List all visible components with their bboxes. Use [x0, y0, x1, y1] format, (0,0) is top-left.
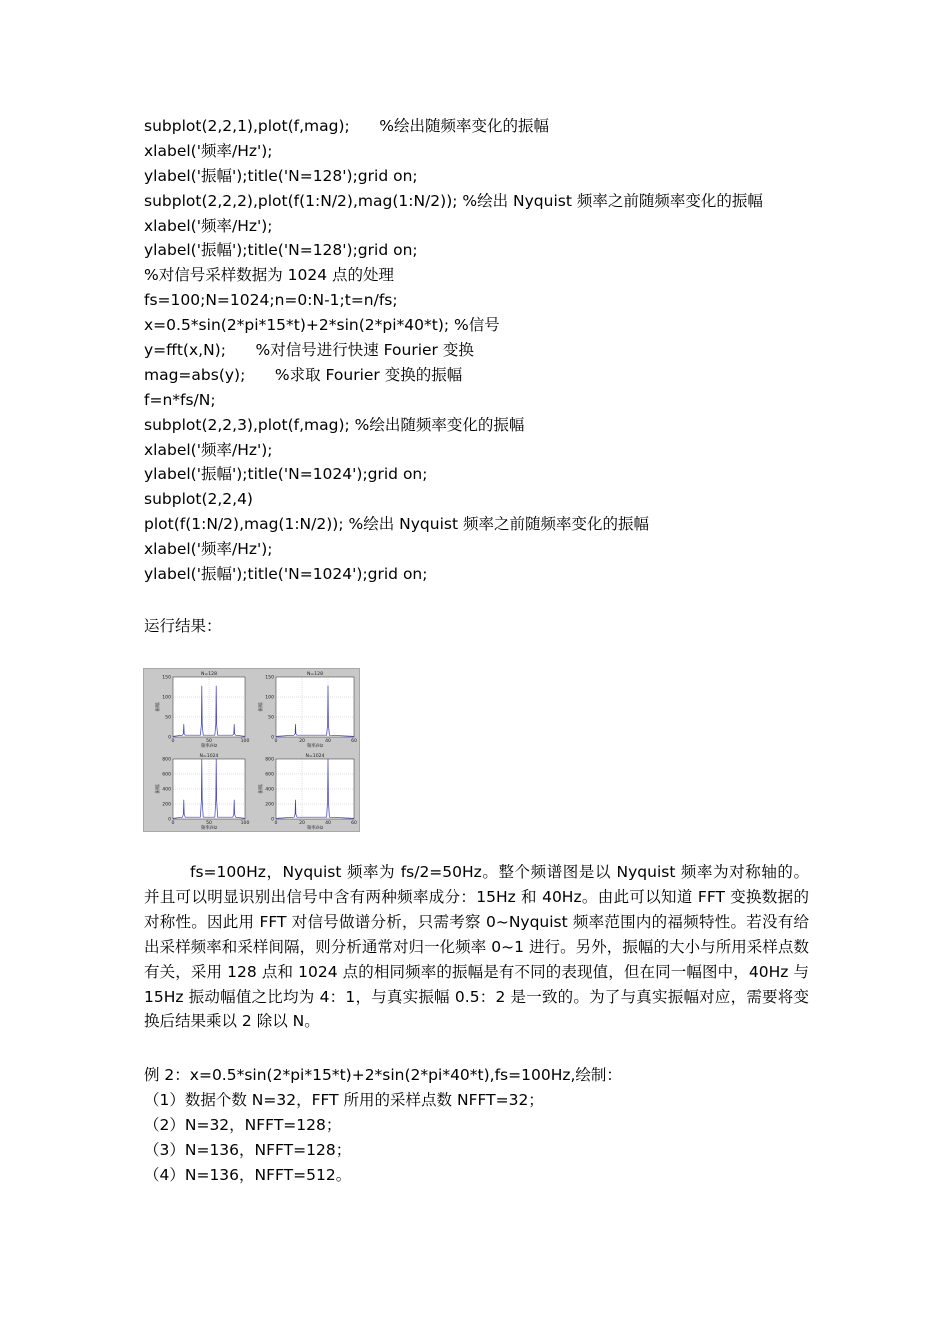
code-block	[144, 114, 824, 587]
example-2	[144, 1063, 824, 1187]
code-line: ylabel('振幅');title('N=128');grid on;	[144, 241, 418, 260]
x-tick-label: 100	[240, 739, 250, 744]
x-tick-label: 40	[325, 821, 331, 826]
code-line: %对信号采样数据为 1024 点的处理	[144, 266, 395, 285]
y-tick-label: 0	[168, 735, 171, 741]
y-tick-label: 200	[265, 802, 274, 808]
example-item: （4）N=136，NFFT=512。	[144, 1165, 352, 1184]
code-line: subplot(2,2,4)	[144, 490, 253, 509]
x-tick-label: 60	[351, 821, 357, 826]
y-tick-label: 0	[271, 735, 274, 741]
code-line: plot(f(1:N/2),mag(1:N/2)); %绘出 Nyquist 频率之前随频率变化的振幅	[144, 515, 649, 534]
y-tick-label: 600	[162, 772, 171, 778]
example-item: （3）N=136，NFFT=128；	[144, 1140, 352, 1159]
x-axis-label: 频率/Hz	[306, 826, 324, 831]
y-tick-label: 50	[268, 715, 274, 721]
code-line: ylabel('振幅');title('N=1024');grid on;	[144, 465, 428, 484]
y-tick-label: 800	[265, 757, 274, 763]
y-tick-label: 0	[271, 817, 274, 823]
x-tick-label: 20	[299, 821, 305, 826]
x-axis-label: 频率/Hz	[200, 744, 218, 749]
x-tick-label: 0	[171, 739, 175, 744]
subplot-title: N=128	[200, 672, 218, 677]
subplot-title: N=1024	[199, 754, 219, 759]
y-axis-label: 振幅	[259, 784, 264, 794]
y-tick-label: 150	[265, 675, 274, 681]
code-line: subplot(2,2,1),plot(f,mag); %绘出随频率变化的振幅	[144, 117, 550, 135]
x-tick-label: 100	[240, 821, 250, 826]
x-tick-label: 50	[206, 821, 212, 826]
x-tick-label: 40	[325, 739, 331, 744]
subplot-3	[173, 759, 245, 819]
code-line: mag=abs(y); %求取 Fourier 变换的振幅	[144, 365, 463, 384]
y-axis-label: 振幅	[259, 702, 264, 712]
y-tick-label: 400	[162, 787, 171, 793]
example-item: （2）N=32，NFFT=128；	[144, 1115, 342, 1134]
y-tick-label: 100	[265, 695, 274, 701]
figure-canvas	[144, 669, 359, 831]
subplot-1	[173, 677, 245, 737]
code-line: xlabel('频率/Hz');	[144, 540, 273, 559]
code-line: ylabel('振幅');title('N=1024');grid on;	[144, 565, 428, 584]
y-tick-label: 50	[165, 715, 171, 721]
code-line: x=0.5*sin(2*pi*15*t)+2*sin(2*pi*40*t); %信号	[144, 316, 500, 335]
y-tick-label: 100	[162, 695, 171, 701]
x-tick-label: 0	[171, 821, 175, 826]
x-tick-label: 0	[274, 739, 278, 744]
analysis-paragraph: fs=100Hz，Nyquist 频率为 fs/2=50Hz。整个频谱图是以 Nyquist 频率为对称轴的。并且可以明显识别出信号中含有两种频率成分：15Hz 和 40Hz。由此可以知道 FFT 变换数据的对称性。因此用 FFT 对信号做谱分析，只需考察 0~Nyquist 频率范围内的福频特性。若没有给出采样频率和采样间隔，则分析通常对归一化频率 0~1 进行。另外，振幅的大小与所用采样点数有关，采用 128 点和 1024 点的相同频率的振幅是有不同的表现值，但在同一幅图中，40Hz 与 15Hz 振动幅值之比均为 4：1，与真实振幅 0.5：2 是一致的。为了与真实振幅对应，需要将变换后结果乘以 2 除以 N。	[144, 863, 809, 1031]
code-line: xlabel('频率/Hz');	[144, 141, 273, 160]
code-line: subplot(2,2,2),plot(f(1:N/2),mag(1:N/2)); %绘出 Nyquist 频率之前随频率变化的振幅	[144, 191, 763, 210]
subplot-title: N=1024	[305, 754, 325, 759]
x-tick-label: 20	[299, 739, 305, 744]
y-tick-label: 200	[162, 802, 171, 808]
y-axis-label: 振幅	[156, 702, 161, 712]
plot-area	[276, 677, 354, 737]
code-line: ylabel('振幅');title('N=128');grid on;	[144, 166, 418, 185]
code-line: y=fft(x,N); %对信号进行快速 Fourier 变换	[144, 341, 474, 360]
x-tick-label: 60	[351, 739, 357, 744]
subplot-title: N=128	[306, 672, 324, 677]
example-heading: 例 2：x=0.5*sin(2*pi*15*t)+2*sin(2*pi*40*t),fs=100Hz,绘制：	[144, 1066, 622, 1084]
code-line: f=n*fs/N;	[144, 390, 216, 409]
x-axis-label: 频率/Hz	[306, 744, 324, 749]
code-line: fs=100;N=1024;n=0:N-1;t=n/fs;	[144, 291, 398, 310]
subplot-4	[276, 759, 354, 819]
y-axis-label: 振幅	[156, 784, 161, 794]
y-tick-label: 0	[168, 817, 171, 823]
y-tick-label: 600	[265, 772, 274, 778]
code-line: xlabel('频率/Hz');	[144, 440, 273, 459]
fft-spectrum-figure	[143, 668, 360, 832]
y-tick-label: 150	[162, 675, 171, 681]
result-label: 运行结果：	[144, 617, 222, 635]
example-item: （1）数据个数 N=32，FFT 所用的采样点数 NFFT=32；	[144, 1090, 544, 1109]
code-line: xlabel('频率/Hz');	[144, 216, 273, 235]
x-tick-label: 50	[206, 739, 212, 744]
y-tick-label: 400	[265, 787, 274, 793]
y-tick-label: 800	[162, 757, 171, 763]
x-tick-label: 0	[274, 821, 278, 826]
x-axis-label: 频率/Hz	[200, 826, 218, 831]
subplot-2	[276, 677, 354, 737]
code-line: subplot(2,2,3),plot(f,mag); %绘出随频率变化的振幅	[144, 415, 525, 434]
